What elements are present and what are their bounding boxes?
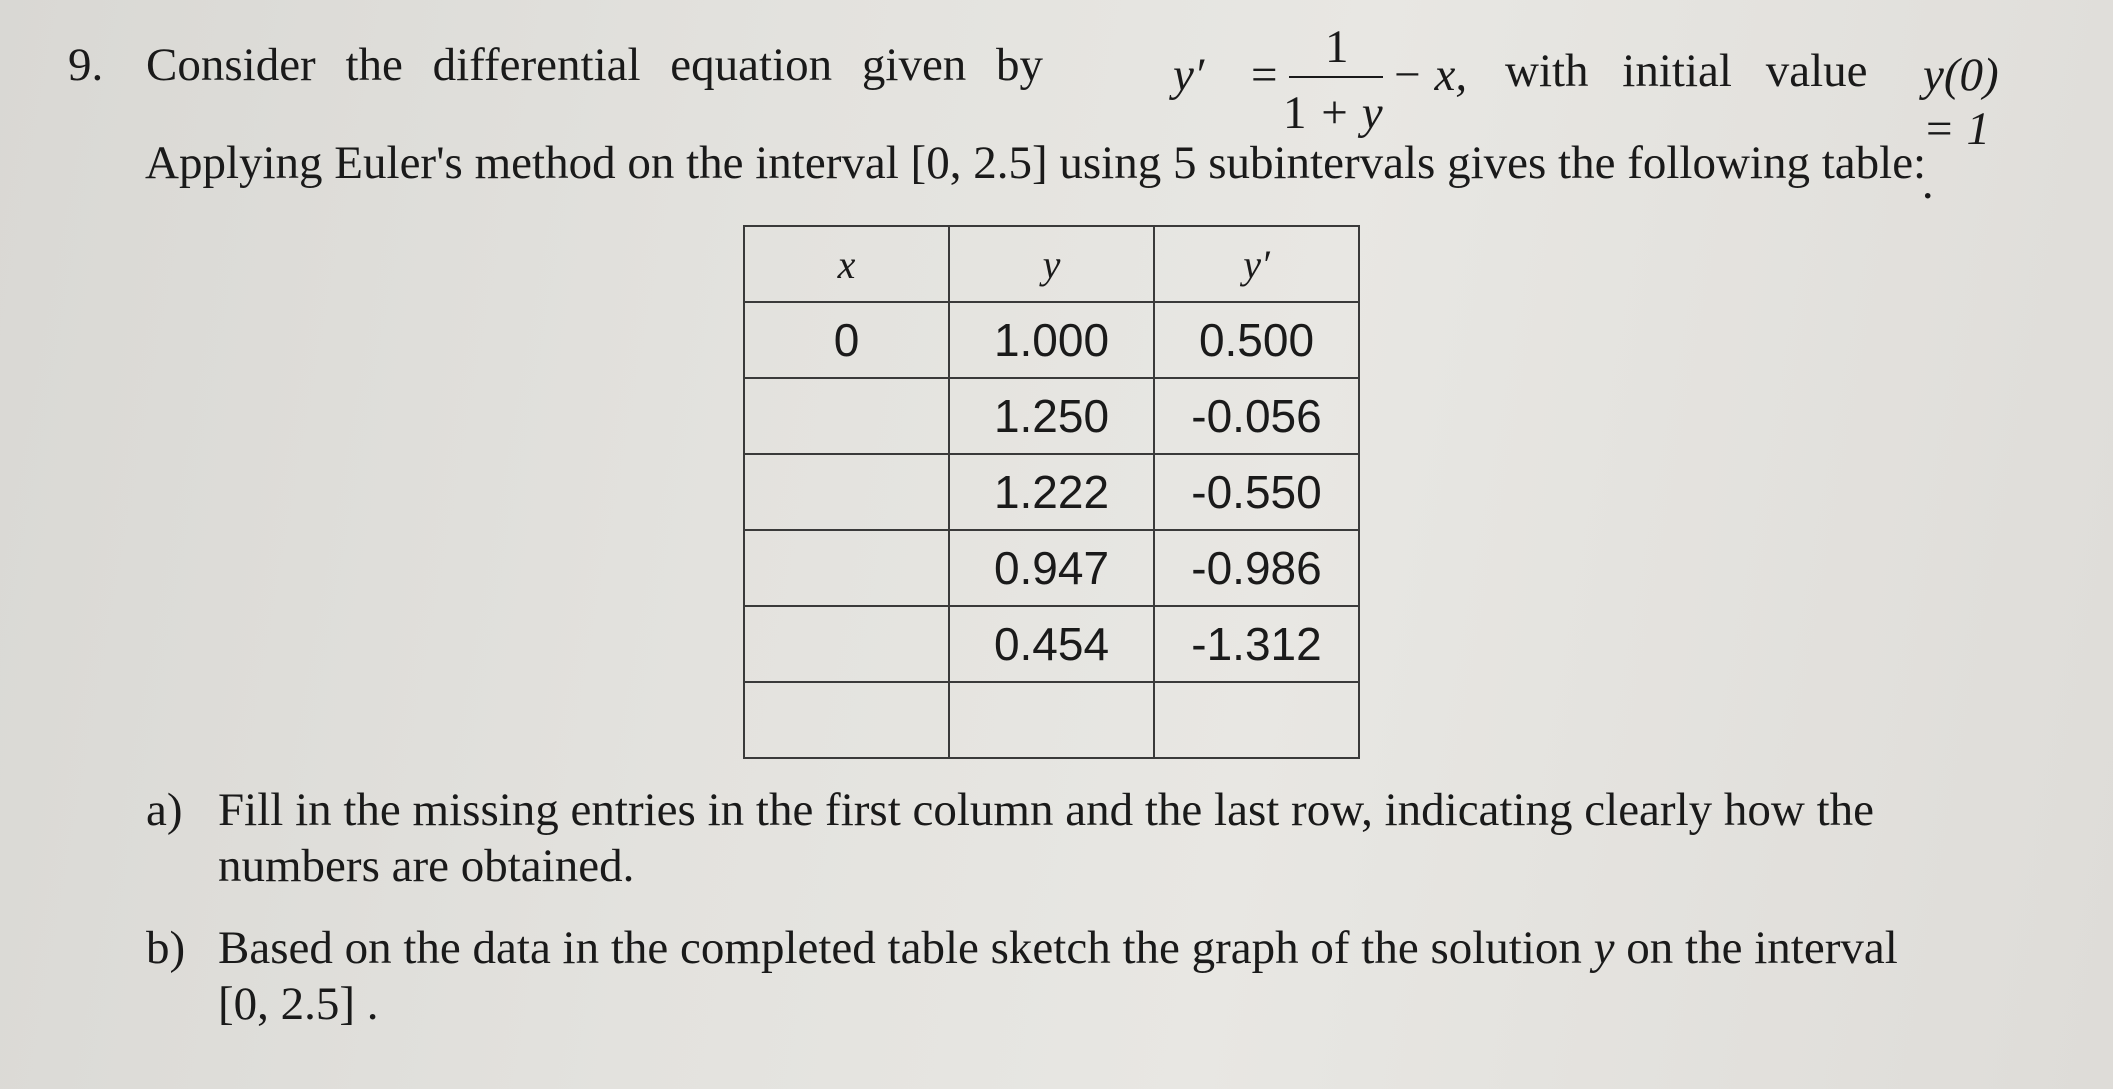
header-y: y <box>949 226 1154 302</box>
part-b-line-1-before: Based on the data in the completed table sketch the graph of the solution <box>218 922 1594 974</box>
cell-y-prime: -0.986 <box>1154 530 1359 606</box>
cell-y <box>949 682 1154 758</box>
table-row <box>744 454 1359 530</box>
part-b-line-2: [0, 2.5] . <box>218 978 379 1030</box>
equation-equals: = <box>1251 49 1278 101</box>
cell-y: 0.947 <box>949 530 1154 606</box>
cell-y: 1.250 <box>949 378 1154 454</box>
differential-equation <box>1173 21 1999 209</box>
cell-y-prime <box>1154 682 1359 758</box>
question-intro: Consider the differential equation given by <box>146 39 1044 91</box>
denominator-one: 1 <box>1283 87 1307 139</box>
part-a-line-1: Fill in the missing entries in the first column and the last row, indicating clearly how the <box>218 784 1874 836</box>
denominator-rest: + y <box>1306 87 1383 139</box>
equation-lhs: y′ <box>1173 49 1205 101</box>
part-a-line-2: numbers are obtained. <box>218 840 635 892</box>
cell-y-prime: -0.550 <box>1154 454 1359 530</box>
cell-x <box>744 606 949 682</box>
cell-x <box>744 682 949 758</box>
euler-table <box>743 225 1360 759</box>
table-row <box>744 378 1359 454</box>
table-row <box>744 302 1359 378</box>
table-row <box>744 682 1359 758</box>
cell-y: 0.454 <box>949 606 1154 682</box>
fraction-denominator <box>1283 86 1383 140</box>
part-b-label: b) <box>146 922 186 974</box>
cell-x: 0 <box>744 302 949 378</box>
part-a-label: a) <box>146 784 183 836</box>
with-initial-value-text: with initial value <box>1505 45 1868 97</box>
cell-y: 1.222 <box>949 454 1154 530</box>
initial-value: y(0) = 1 . <box>1923 49 1999 209</box>
fraction-numerator: 1 <box>1325 21 1349 73</box>
fraction-bar <box>1289 76 1383 78</box>
table-row <box>744 606 1359 682</box>
cell-y-prime: -0.056 <box>1154 378 1359 454</box>
cell-y-prime: 0.500 <box>1154 302 1359 378</box>
part-b-body <box>218 920 2038 1032</box>
equation-minus-x: − x, <box>1391 49 1468 101</box>
cell-x <box>744 378 949 454</box>
table-row <box>744 530 1359 606</box>
part-b-line-1 <box>218 920 2038 976</box>
cell-y-prime: -1.312 <box>1154 606 1359 682</box>
cell-y: 1.000 <box>949 302 1154 378</box>
header-y-prime: y′ <box>1154 226 1359 302</box>
cell-x <box>744 530 949 606</box>
part-b-variable-y: y <box>1593 922 1615 974</box>
header-x: x <box>744 226 949 302</box>
question-line-2: Applying Euler's method on the interval [0, 2.5] using 5 subintervals gives the following table: <box>145 137 1927 189</box>
question-number: 9. <box>68 39 104 91</box>
table-header-row <box>744 226 1359 302</box>
cell-x <box>744 454 949 530</box>
part-b-line-1-after: on the interval <box>1614 922 1898 974</box>
part-a-body <box>218 782 2038 894</box>
